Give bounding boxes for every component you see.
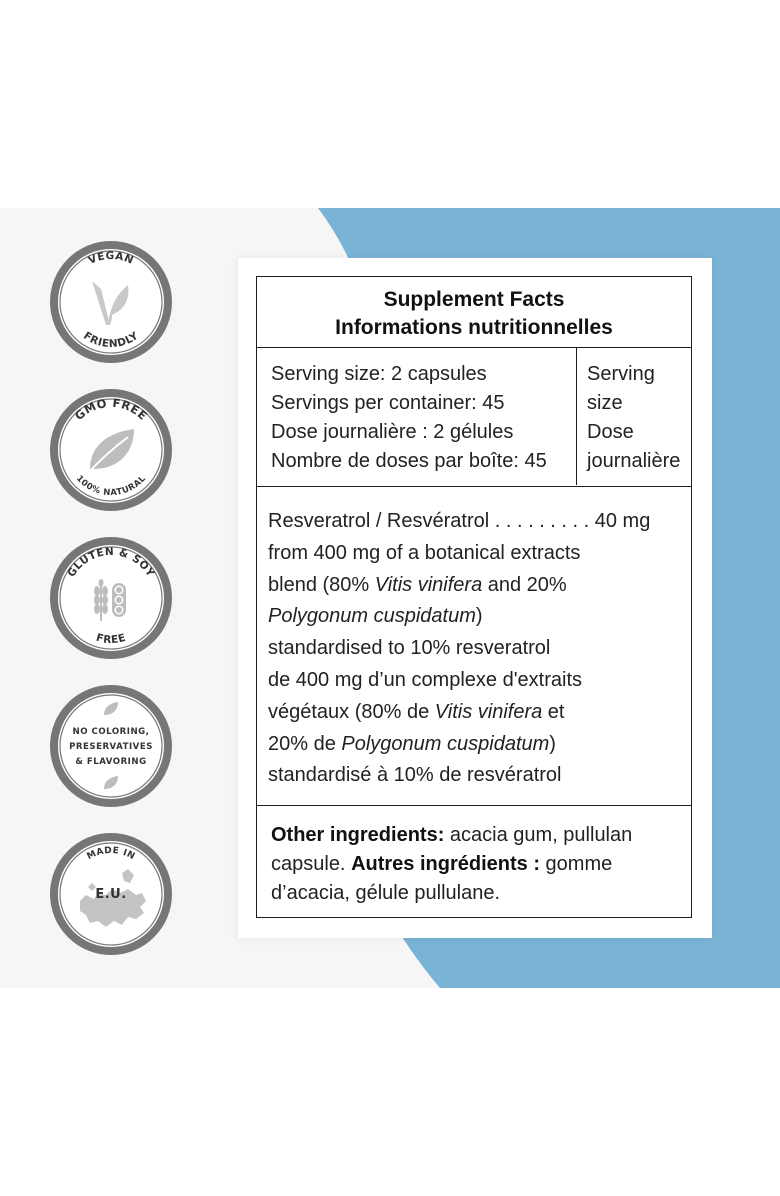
badge-bottom-text: FREE	[94, 631, 128, 647]
content-line: végétaux (80% de Vitis vinifera et	[268, 700, 565, 723]
serving-line: Dose journalière : 2 gélules	[271, 421, 514, 443]
supplement-facts-table	[256, 276, 692, 918]
content-line: 20% de Polygonum cuspidatum)	[268, 732, 556, 755]
content-line: standardisé à 10% de resvératrol	[268, 764, 562, 787]
latin-name: Vitis vinifera	[434, 700, 543, 723]
serving-header-line: Serving	[587, 363, 655, 385]
badge-top-text: VEGAN	[86, 249, 136, 267]
badge-made-in-eu	[46, 829, 176, 959]
badge-bottom-text: 100% NATURAL	[73, 473, 149, 499]
content-line: Polygonum cuspidatum)	[268, 605, 483, 628]
other-line: Other ingredients: acacia gum, pullulan	[271, 824, 633, 846]
badge-top-text: GMO FREE	[71, 395, 151, 424]
content-line: Resveratrol / Resvératrol . . . . . . . . . 40 mg	[268, 510, 651, 532]
autres-ingredients-label: Autres ingrédients :	[351, 853, 540, 875]
latin-name: Vitis vinifera	[374, 573, 483, 596]
latin-name: Polygonum cuspidatum	[341, 732, 550, 755]
serving-size-header	[577, 348, 680, 476]
serving-header-line: journalière	[587, 450, 681, 472]
serving-header-line: Dose	[587, 421, 634, 443]
serving-line: Nombre de doses par boîte: 45	[271, 450, 547, 472]
facts-title-en: Supplement Facts	[383, 288, 565, 311]
serving-header-line: size	[587, 392, 623, 414]
content-line: standardised to 10% resveratrol	[268, 637, 551, 660]
badge-vegan-friendly	[46, 237, 176, 367]
other-ingredients-section	[257, 806, 691, 917]
badge-line-3: & FLAVORING	[75, 757, 147, 767]
supplement-facts-panel	[238, 258, 712, 938]
content-line: from 400 mg of a botanical extracts	[268, 541, 581, 564]
serving-line: Servings per container: 45	[271, 392, 505, 414]
badge-top-text: GLUTEN & SOY	[65, 545, 157, 580]
badge-line-2: PRESERVATIVES	[69, 742, 153, 752]
badge-center-text: E.U.	[95, 887, 127, 902]
other-ingredients-label: Other ingredients:	[271, 824, 445, 846]
other-line: capsule. Autres ingrédients : gomme	[271, 853, 613, 875]
facts-title-section	[257, 277, 691, 348]
serving-section	[257, 348, 691, 487]
product-infographic	[0, 208, 780, 988]
serving-info	[257, 348, 577, 485]
serving-line: Serving size: 2 capsules	[271, 363, 487, 385]
badge-gmo-free	[46, 385, 176, 515]
badge-bottom-text: FRIENDLY	[81, 329, 141, 351]
ingredient-content-section	[257, 487, 691, 806]
badge-line-1: NO COLORING,	[72, 727, 150, 737]
content-line: de 400 mg d’un complexe d'extraits	[268, 668, 582, 691]
badge-top-text: MADE IN	[85, 845, 137, 863]
facts-title-fr: Informations nutritionnelles	[335, 316, 613, 339]
other-line: d’acacia, gélule pullulane.	[271, 882, 501, 904]
badge-gluten-soy-free	[46, 533, 176, 663]
badge-no-coloring	[46, 681, 176, 811]
content-line: blend (80% Vitis vinifera and 20%	[268, 573, 567, 596]
latin-name: Polygonum cuspidatum	[268, 605, 476, 628]
